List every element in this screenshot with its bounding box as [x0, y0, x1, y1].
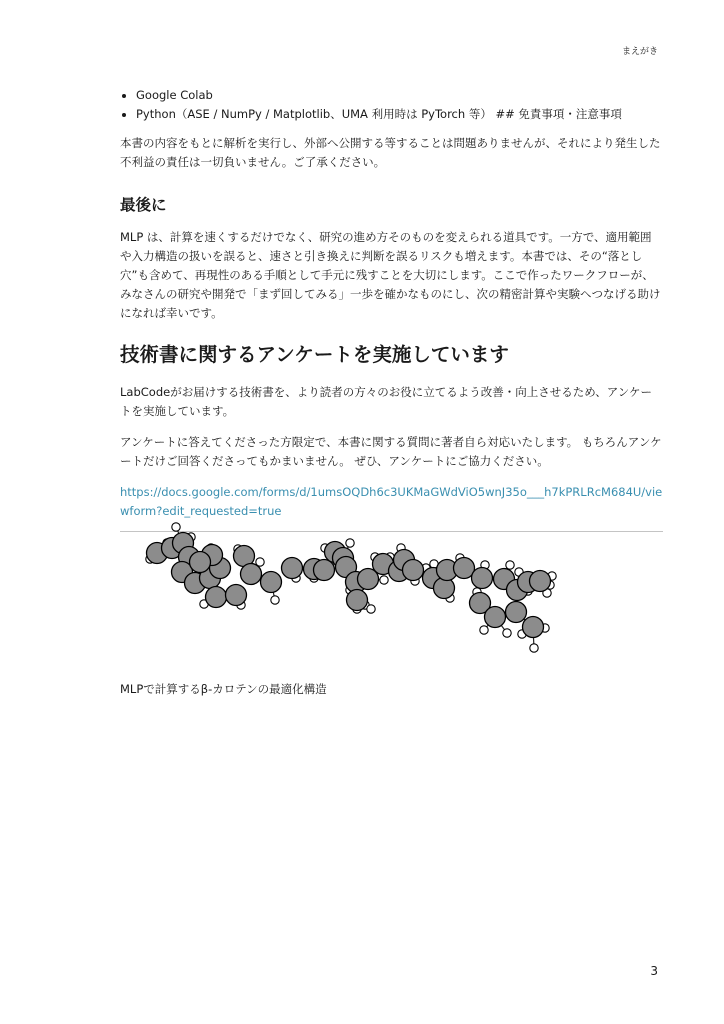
carbon-atom: [530, 571, 551, 592]
carbon-atom: [472, 568, 493, 589]
page-content: [120, 86, 663, 532]
carbon-atom: [506, 602, 527, 623]
hydrogen-atom: [380, 576, 388, 584]
carbon-atom: [523, 617, 544, 638]
survey-heading: 技術書に関するアンケートを実施しています: [120, 343, 509, 366]
hydrogen-atom: [367, 605, 375, 613]
software-list: [120, 86, 663, 124]
closing-paragraph: MLP は、計算を速くするだけでなく、研究の進め方そのものを変えられる道具です。一方で、適用範囲や入力構造の扱いを誤ると、速さと引き換えに判断を誤るリスクも増えます。本書では、その“落とし穴”も含めて、再現性のある手順として手元に残すことを大切にします。ここで作ったワークフローが、みなさんの研究や開発で「まず回してみる」一歩を確かなものにし、次の精密計算や実験へつなげる助けになれば幸いです。: [120, 230, 661, 320]
survey-link[interactable]: https://docs.google.com/forms/d/1umsOQDh6c3UKMaGWdViO5wnJ35o___h7kPRLRcM684U/viewform?edit_requested=true: [120, 485, 663, 518]
hydrogen-atom: [506, 561, 514, 569]
carbon-atoms: [147, 533, 551, 638]
list-item: • Google Colab: [136, 86, 663, 105]
carbon-atom: [261, 572, 282, 593]
carbon-atom: [190, 552, 211, 573]
carbon-atom: [206, 587, 227, 608]
hydrogen-atom: [480, 626, 488, 634]
carbon-atom: [403, 560, 424, 581]
hydrogen-atom: [271, 596, 279, 604]
list-item: • Python（ASE / NumPy / Matplotlib、UMA 利用時は PyTorch 等） ## 免責事項・注意事項: [136, 105, 663, 124]
page-number: 3: [650, 964, 658, 978]
carbon-atom: [226, 585, 247, 606]
disclaimer-paragraph: 本書の内容をもとに解析を実行し、外部へ公開する等することは問題ありませんが、それにより発生した不利益の責任は一切負いません。ご了承ください。: [120, 136, 661, 169]
carbon-atom: [314, 560, 335, 581]
carbon-atom: [485, 607, 506, 628]
hydrogen-atom: [346, 539, 354, 547]
carbon-atom: [241, 564, 262, 585]
running-head: まえがき: [621, 47, 658, 57]
survey-paragraph-1: LabCodeがお届けする技術書を、より読者の方々のお役に立てるよう改善・向上させるため、アンケートを実施しています。: [120, 385, 653, 418]
carbon-atom: [347, 590, 368, 611]
hydrogen-atom: [503, 629, 511, 637]
hydrogen-atom: [172, 523, 180, 531]
survey-paragraph-2: アンケートに答えてくださった方限定で、本書に関する質問に著者自ら対応いたします。 もちろんアンケートだけご回答くださってもかまいません。 ぜひ、アンケートにご協力ください。: [120, 435, 662, 468]
figure-caption: MLPで計算するβ-カロテンの最適化構造: [120, 682, 327, 696]
closing-heading: 最後に: [120, 196, 167, 214]
beta-carotene-structure-figure: [130, 515, 570, 660]
carbon-atom: [282, 558, 303, 579]
hydrogen-atom: [530, 644, 538, 652]
